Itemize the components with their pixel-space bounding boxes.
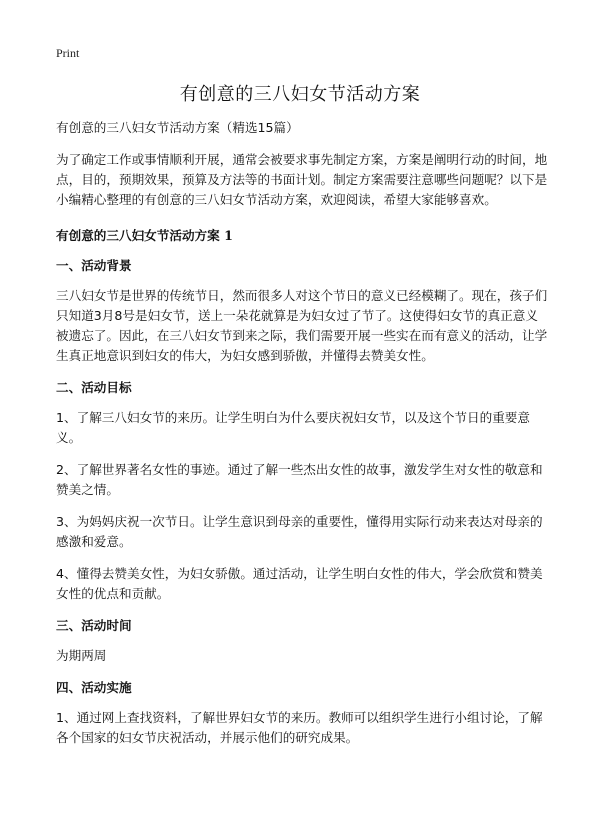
document-body <box>56 118 548 760</box>
section-heading-background: 一、活动背景 <box>56 258 132 273</box>
background-paragraph: 三八妇女节是世界的传统节日，然而很多人对这个节日的意义已经模糊了。现在，孩子们只知道3月8号是妇女节，送上一朵花就算是为妇女过了节了。这使得妇女节的真正意义被遗忘了。因此，在三八妇女节到来之际，我们需要开展一些实在而有意义的活动，让学生真正地意识到妇女的伟大，为妇女感到骄傲，并懂得去赞美女性。 <box>56 288 548 363</box>
time-paragraph: 为期两周 <box>56 648 107 663</box>
print-link[interactable]: Print <box>56 46 80 60</box>
section-heading-implementation: 四、活动实施 <box>56 680 132 695</box>
intro-paragraph: 为了确定工作或事情顺利开展，通常会被要求事先制定方案，方案是阐明行动的时间，地点，目的，预期效果，预算及方法等的书面计划。制定方案需要注意哪些问题呢？以下是小编精心整理的有创意的三八妇女节活动方案，欢迎阅读，希望大家能够喜欢。 <box>56 152 548 207</box>
goal-item: 2、了解世界著名女性的事迹。通过了解一些杰出女性的故事，激发学生对女性的敬意和赞美之情。 <box>56 462 543 497</box>
goal-item: 3、为妈妈庆祝一次节日。让学生意识到母亲的重要性，懂得用实际行动来表达对母亲的感激和爱意。 <box>56 514 543 549</box>
page-title: 有创意的三八妇女节活动方案 <box>179 84 421 105</box>
plan-heading: 有创意的三八妇女节活动方案 1 <box>56 228 233 243</box>
document-subtitle: 有创意的三八妇女节活动方案（精选15篇） <box>56 120 299 135</box>
section-heading-goals: 二、活动目标 <box>56 380 132 395</box>
implementation-paragraph: 1、通过网上查找资料，了解世界妇女节的来历。教师可以组织学生进行小组讨论，了解各个国家的妇女节庆祝活动，并展示他们的研究成果。 <box>56 710 543 745</box>
section-heading-time: 三、活动时间 <box>56 618 132 633</box>
goal-item: 1、了解三八妇女节的来历。让学生明白为什么要庆祝妇女节，以及这个节日的重要意义。 <box>56 410 530 445</box>
goal-item: 4、懂得去赞美女性，为妇女骄傲。通过活动，让学生明白女性的伟大，学会欣赏和赞美女性的优点和贡献。 <box>56 566 543 601</box>
